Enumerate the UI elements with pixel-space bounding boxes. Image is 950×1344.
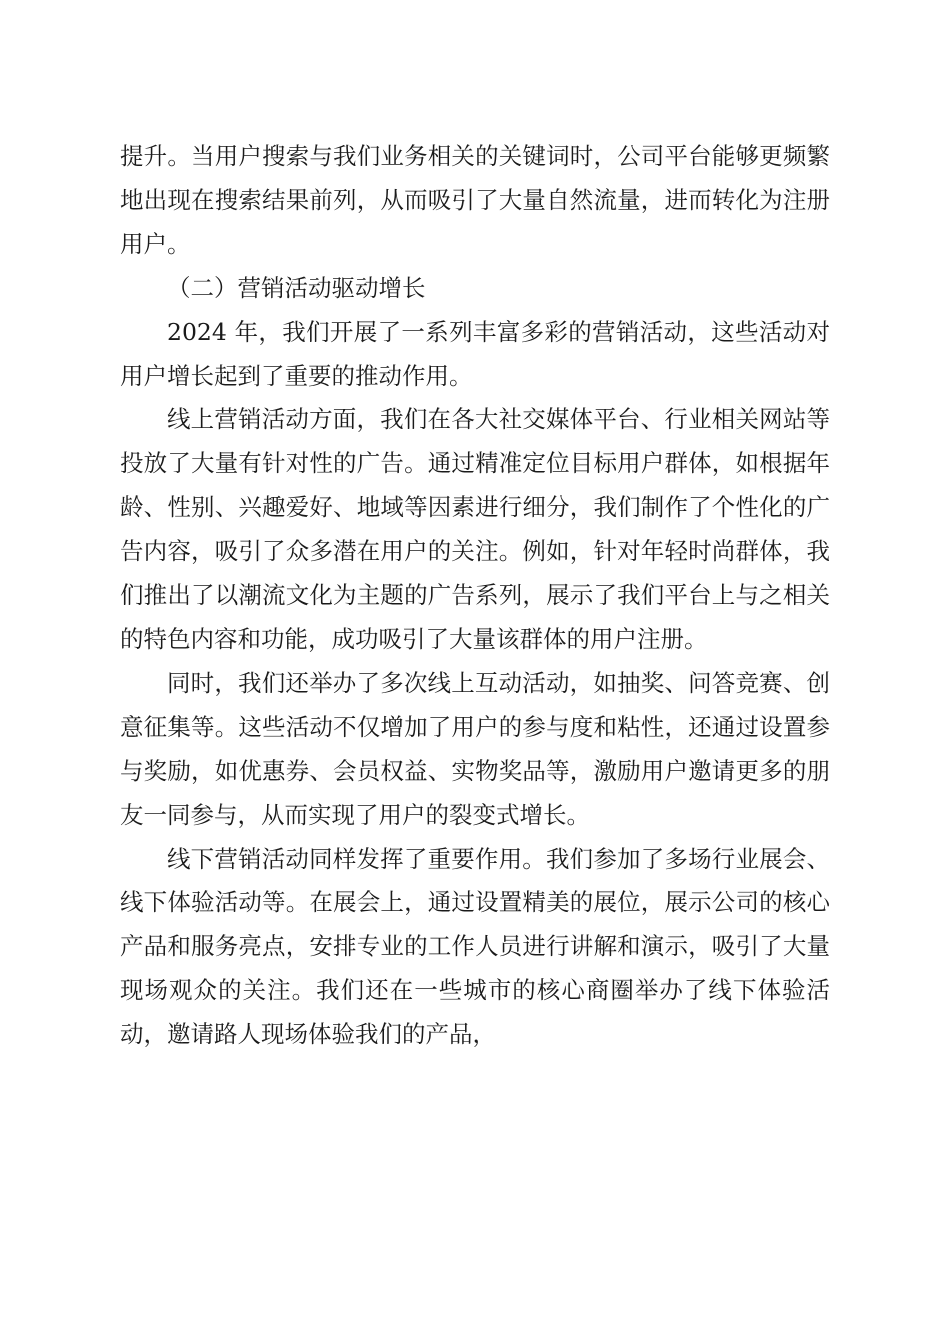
paragraph-online-marketing: 线上营销活动方面，我们在各大社交媒体平台、行业相关网站等投放了大量有针对性的广告。通过精准定位目标用户群体，如根据年龄、性别、兴趣爱好、地域等因素进行细分，我们制作了个性化的广告内容，吸引了众多潜在用户的关注。例如，针对年轻时尚群体，我们推出了以潮流文化为主题的广告系列，展示了我们平台上与之相关的特色内容和功能，成功吸引了大量该群体的用户注册。: [120, 405, 830, 653]
section-heading: （二）营销活动驱动增长: [167, 273, 426, 302]
paragraph-2024-activities: 2024 年，我们开展了一系列丰富多彩的营销活动，这些活动对用户增长起到了重要的推动作用。: [120, 317, 830, 390]
paragraph-online-interaction: 同时，我们还举办了多次线上互动活动，如抽奖、问答竞赛、创意征集等。这些活动不仅增加了用户的参与度和粘性，还通过设置参与奖励，如优惠券、会员权益、实物奖品等，激励用户邀请更多的朋友一同参与，从而实现了用户的裂变式增长。: [120, 668, 830, 829]
document-body: [120, 135, 830, 1057]
paragraph-offline-marketing: 线下营销活动同样发挥了重要作用。我们参加了多场行业展会、线下体验活动等。在展会上，通过设置精美的展位，展示公司的核心产品和服务亮点，安排专业的工作人员进行讲解和演示，吸引了大量现场观众的关注。我们还在一些城市的核心商圈举办了线下体验活动，邀请路人现场体验我们的产品，: [120, 844, 830, 1049]
paragraph-continuation: 提升。当用户搜索与我们业务相关的关键词时，公司平台能够更频繁地出现在搜索结果前列，从而吸引了大量自然流量，进而转化为注册用户。: [120, 142, 830, 258]
